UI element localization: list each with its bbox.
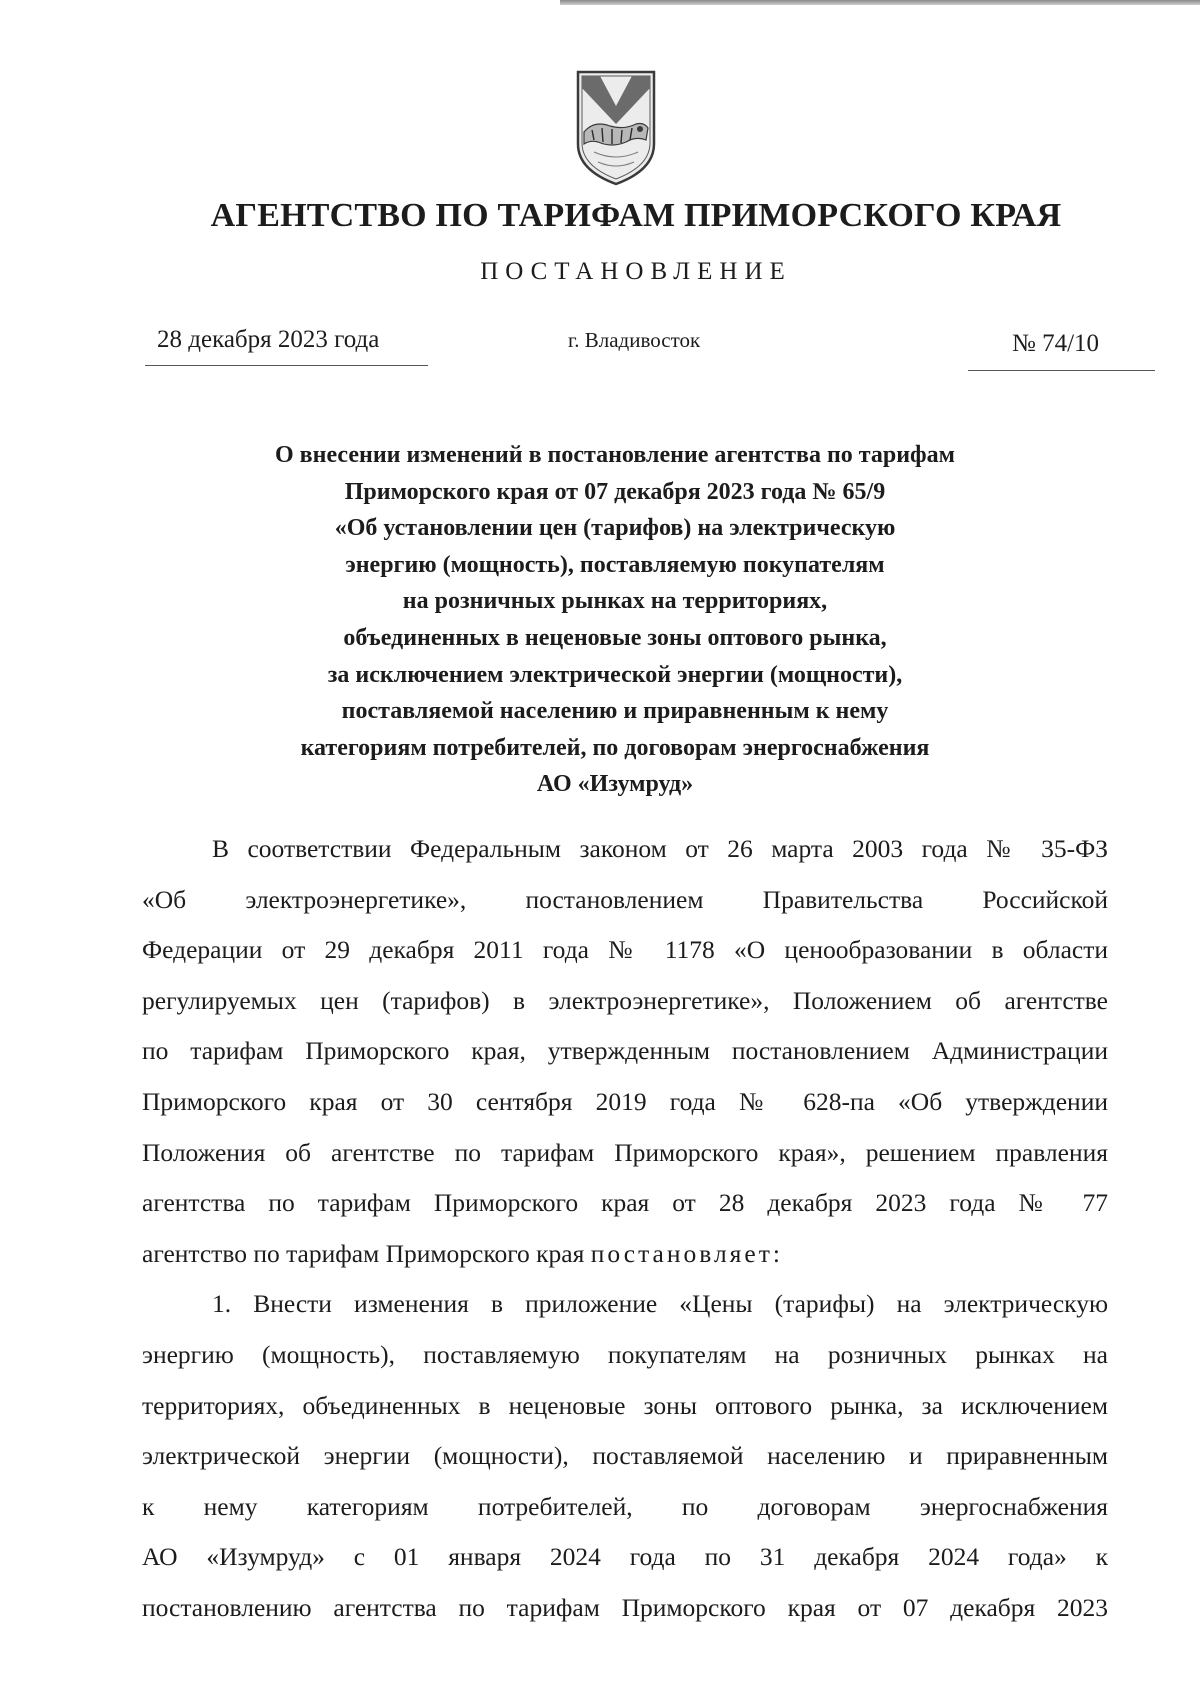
scan-edge	[560, 0, 1200, 5]
paragraph-1-line: «Об электроэнергетике», постановлением Правительства Российской	[142, 884, 1108, 914]
number-underline	[968, 370, 1155, 371]
document-heading	[195, 437, 1035, 803]
coat-of-arms-icon	[570, 66, 662, 188]
resolution-prefix: агентство по тарифам Приморского края	[142, 1238, 591, 1268]
heading-line: «Об установлении цен (тарифов) на электрическую	[334, 515, 896, 542]
resolution-verb: постановляет:	[590, 1238, 783, 1268]
heading-line: энергию (мощность), поставляемую покупателям	[345, 551, 885, 578]
heading-line: категориям потребителей, по договорам энергоснабжения	[300, 734, 930, 761]
paragraph-1-line: В соответствии Федеральным законом от 26 марта 2003 года № 35-ФЗ	[212, 834, 1108, 863]
heading-line: за исключением электрической энергии (мощности),	[327, 661, 903, 688]
paragraph-2-line: к нему категориям потребителей, по договорам энергоснабжения	[142, 1491, 1108, 1521]
agency-title: АГЕНТСТВО ПО ТАРИФАМ ПРИМОРСКОГО КРАЯ	[210, 197, 1062, 234]
paragraph-2-line: АО «Изумруд» с 01 января 2024 года по 31 декабря 2024 года» к	[142, 1542, 1108, 1572]
heading-line: АО «Изумруд»	[536, 771, 694, 798]
paragraph-2-line: территориях, объединенных в неценовые зоны оптового рынка, за исключением	[142, 1390, 1108, 1420]
paragraph-2-line: энергию (мощность), поставляемую покупателям на розничных рынках на	[142, 1339, 1108, 1369]
paragraph-1-line: Приморского края от 30 сентября 2019 года № 628-па «Об утверждении	[142, 1086, 1108, 1116]
heading-line: О внесении изменений в постановление агентства по тарифам	[275, 442, 955, 468]
heading-line: на розничных рынках на территориях,	[402, 588, 828, 615]
paragraph-2-line: постановлению агентства по тарифам Приморского края от 07 декабря 2023	[142, 1592, 1108, 1622]
paragraph-1-line: агентства по тарифам Приморского края от 28 декабря 2023 года № 77	[142, 1188, 1108, 1218]
paragraph-2-line: 1. Внести изменения в приложение «Цены (тарифы) на электрическую	[212, 1289, 1108, 1319]
date-underline	[145, 365, 428, 366]
paragraph-1-line: по тарифам Приморского края, утвержденным постановлением Администрации	[142, 1036, 1108, 1066]
heading-line: объединенных в неценовые зоны оптового рынка,	[343, 624, 887, 651]
paragraph-1-line: регулируемых цен (тарифов) в электроэнергетике», Положением об агентстве	[142, 985, 1108, 1015]
document-body	[142, 824, 1108, 1634]
heading-line: Приморского края от 07 декабря 2023 года № 65/9	[344, 478, 886, 505]
paragraph-2-line: электрической энергии (мощности), поставляемой населению и приравненным	[142, 1441, 1108, 1471]
paragraph-1-line: Положения об агентстве по тарифам Приморского края», решением правления	[142, 1137, 1108, 1167]
document-city: г. Владивосток	[568, 328, 701, 352]
document-type: ПОСТАНОВЛЕНИЕ	[480, 258, 792, 285]
paragraph-1-last-line	[142, 1229, 1108, 1280]
document-date: 28 декабря 2023 года	[157, 326, 380, 353]
paragraph-1-line: Федерации от 29 декабря 2011 года № 1178 «О ценообразовании в области	[142, 935, 1108, 965]
heading-line: поставляемой населению и приравненным к нему	[341, 698, 889, 725]
document-number: № 74/10	[1012, 330, 1100, 357]
